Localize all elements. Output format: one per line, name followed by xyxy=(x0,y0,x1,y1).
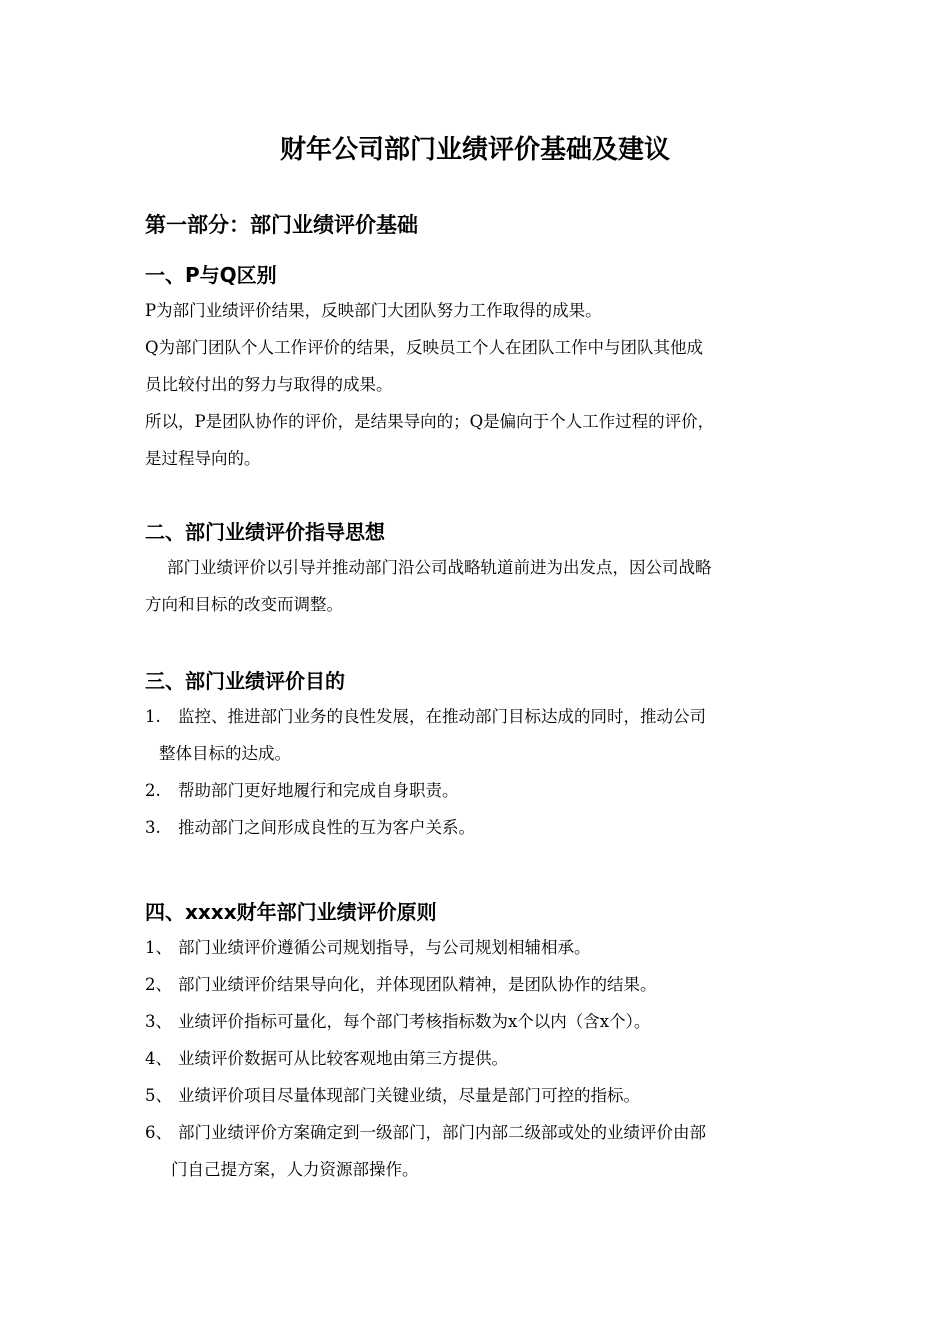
paragraph-line: 员比较付出的努力与取得的成果。 xyxy=(145,375,393,394)
section-guiding-idea xyxy=(145,515,825,623)
list-text: 部门业绩评价方案确定到一级部门，部门内部二级部或处的业绩评价由部 xyxy=(178,1123,706,1142)
list-number: 6、 xyxy=(145,1123,172,1142)
list-number: 5、 xyxy=(145,1086,172,1105)
list-item xyxy=(145,1003,825,1040)
list-item xyxy=(145,1077,825,1114)
list-item xyxy=(145,1040,825,1077)
section-principles xyxy=(145,895,825,1188)
list-text: 部门业绩评价遵循公司规划指导，与公司规划相辅相承。 xyxy=(178,938,591,957)
section-purpose xyxy=(145,664,825,846)
list-item xyxy=(145,698,825,735)
list-text: 业绩评价项目尽量体现部门关键业绩，尽量是部门可控的指标。 xyxy=(178,1086,640,1105)
section-heading: 三、部门业绩评价目的 xyxy=(145,669,345,693)
section-heading: 一、P与Q区别 xyxy=(145,263,277,287)
paragraph-line: 所以，P是团队协作的评价，是结果导向的；Q是偏向于个人工作过程的评价， xyxy=(145,412,715,431)
list-item xyxy=(145,929,825,966)
list-item-continuation xyxy=(145,735,825,772)
paragraph-line: 部门业绩评价以引导并推动部门沿公司战略轨道前进为出发点，因公司战略 xyxy=(167,558,712,577)
paragraph-line: 方向和目标的改变而调整。 xyxy=(145,595,343,614)
list-number: 2、 xyxy=(145,975,172,994)
list-number: 3. xyxy=(145,818,161,837)
list-text: 业绩评价指标可量化，每个部门考核指标数为x个以内（含x个）。 xyxy=(178,1012,651,1031)
list-item xyxy=(145,1114,825,1151)
list-number: 1、 xyxy=(145,938,172,957)
paragraph-line: Q为部门团队个人工作评价的结果，反映员工个人在团队工作中与团队其他成 xyxy=(145,338,704,357)
list-text: 部门业绩评价结果导向化，并体现团队精神，是团队协作的结果。 xyxy=(178,975,657,994)
document-title: 财年公司部门业绩评价基础及建议 xyxy=(279,135,670,165)
list-item xyxy=(145,966,825,1003)
part-one-heading: 第一部分：部门业绩评价基础 xyxy=(145,213,418,237)
list-text: 帮助部门更好地履行和完成自身职责。 xyxy=(178,781,459,800)
list-text: 门自己提方案，人力资源部操作。 xyxy=(171,1160,419,1179)
list-number: 3、 xyxy=(145,1012,172,1031)
list-text: 整体目标的达成。 xyxy=(159,744,291,763)
list-item xyxy=(145,772,825,809)
list-text: 监控、推进部门业务的良性发展，在推动部门目标达成的同时，推动公司 xyxy=(178,707,706,726)
list-text: 业绩评价数据可从比较客观地由第三方提供。 xyxy=(178,1049,508,1068)
section-heading: 四、xxxx财年部门业绩评价原则 xyxy=(145,900,437,924)
paragraph-line: 是过程导向的。 xyxy=(145,449,261,468)
list-text: 推动部门之间形成良性的互为客户关系。 xyxy=(178,818,475,837)
paragraph-line: P为部门业绩评价结果，反映部门大团队努力工作取得的成果。 xyxy=(145,301,602,320)
section-heading: 二、部门业绩评价指导思想 xyxy=(145,520,385,544)
list-number: 2. xyxy=(145,781,161,800)
list-number: 4、 xyxy=(145,1049,172,1068)
section-p-q-difference xyxy=(145,258,825,477)
list-item-continuation xyxy=(145,1151,825,1188)
list-number: 1. xyxy=(145,707,161,726)
list-item xyxy=(145,809,825,846)
